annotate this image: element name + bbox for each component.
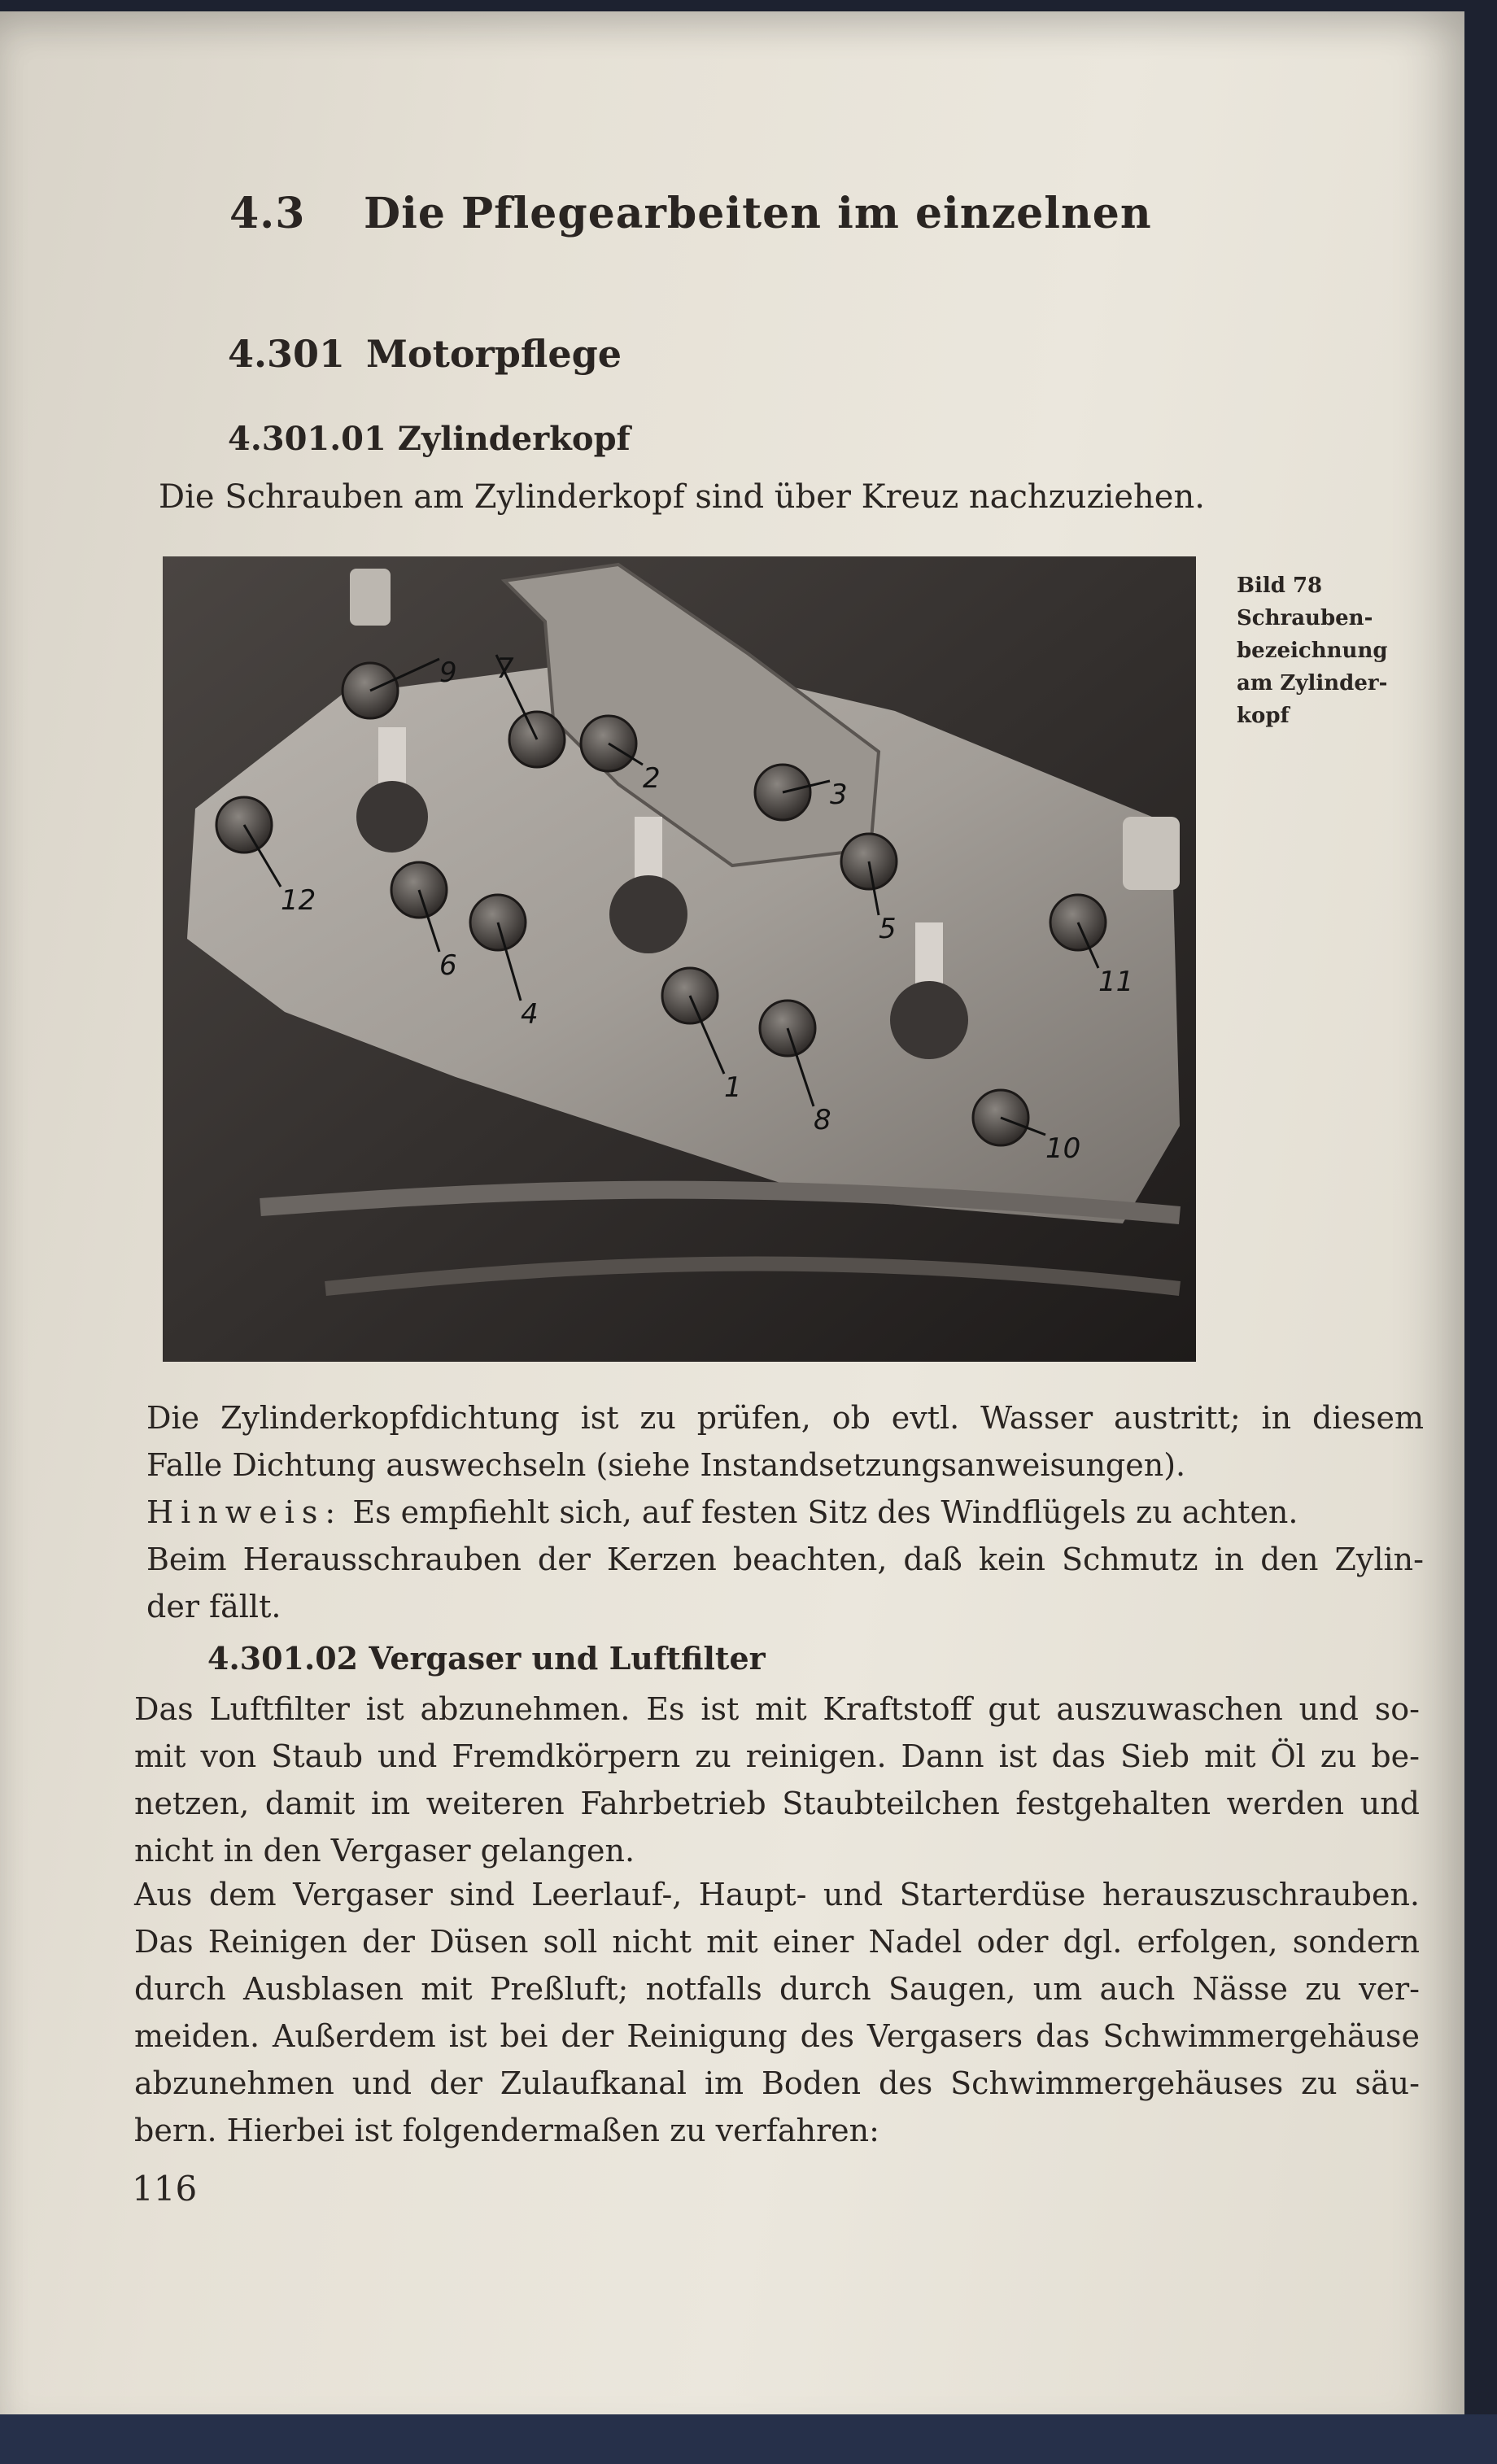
- section-title: Die Pflegearbeiten im einzelnen: [364, 189, 1152, 238]
- caption-line: kopf: [1237, 704, 1290, 728]
- text-line: Das Reinigen der Düsen soll nicht mit einer Nadel oder dgl. erfolgen, sondern: [134, 1924, 1420, 1960]
- bolt-label: 1: [724, 1071, 742, 1104]
- section-number: 4.3: [229, 189, 306, 238]
- caption-line: bezeichnung: [1237, 639, 1388, 663]
- subsection-heading: [228, 332, 622, 376]
- text-line: meiden. Außerdem ist bei der Reinigung des Vergasers das Schwimmergehäuse: [134, 2018, 1420, 2054]
- caption-line: Schrauben-: [1237, 606, 1373, 630]
- text-line: Beim Herausschrauben der Kerzen beachten, daß kein Schmutz in den Zylin-: [146, 1542, 1424, 1577]
- text-line: Die Zylinderkopfdichtung ist zu prüfen, ob evtl. Wasser austritt; in diesem: [146, 1400, 1424, 1436]
- text-line: Das Luftfilter ist abzunehmen. Es ist mit Kraftstoff gut auszuwaschen und so-: [134, 1691, 1420, 1727]
- figure-caption: [1237, 569, 1432, 732]
- paragraph-air-filter: [134, 1686, 1420, 1874]
- intro-text: Die Schrauben am Zylinderkopf sind über Kreuz nachzuziehen.: [159, 478, 1205, 516]
- paragraph-gasket: [146, 1394, 1424, 1630]
- text-line: netzen, damit im weiteren Fahrbetrieb Staubteilchen festgehalten werden und: [134, 1786, 1420, 1821]
- text-line: Falle Dichtung auswechseln (siehe Instandsetzungsanweisungen).: [146, 1447, 1186, 1483]
- book-binding-edge: [0, 2414, 1497, 2464]
- section-heading: [229, 189, 1152, 238]
- cylinder-head-illustration: [163, 556, 1196, 1362]
- text-line: nicht in den Vergaser gelangen.: [134, 1833, 635, 1869]
- caption-line: am Zylinder-: [1237, 671, 1388, 696]
- paragraph-carburetor: [134, 1871, 1420, 2154]
- hint-text: Es empfiehlt sich, auf festen Sitz des Windflügels zu achten.: [352, 1494, 1298, 1530]
- hint-label: Hinweis:: [146, 1494, 343, 1530]
- coolant-cap: [1123, 817, 1180, 890]
- bolt-label: 12: [281, 884, 316, 917]
- bolt-label: 3: [830, 778, 848, 811]
- subsection-number: 4.301: [228, 332, 346, 376]
- text-line: abzunehmen und der Zulaufkanal im Boden des Schwimmergehäuses zu säu-: [134, 2065, 1420, 2101]
- bolt-label: 9: [439, 656, 457, 689]
- book-page: [0, 11, 1464, 2444]
- bolt-label: 7: [496, 652, 514, 685]
- bolt-label: 4: [521, 998, 539, 1031]
- text-line: Aus dem Vergaser sind Leerlauf-, Haupt- und Starterdüse herauszuschrauben.: [134, 1877, 1420, 1912]
- page-number: 116: [132, 2169, 198, 2209]
- text-line: der fällt.: [146, 1589, 282, 1624]
- subsubsection2-heading: 4.301.02 Vergaser und Luftfilter: [207, 1640, 766, 1677]
- text-line: durch Ausblasen mit Preßluft; notfalls durch Saugen, um auch Nässe zu ver-: [134, 1971, 1420, 2007]
- cylinder-head-photo: [163, 556, 1196, 1362]
- subsection-title: Motorpflege: [366, 332, 622, 376]
- bolt-label: 10: [1045, 1132, 1081, 1165]
- bolt-label: 8: [814, 1104, 831, 1136]
- text-line: bern. Hierbei ist folgendermaßen zu verfahren:: [134, 2113, 879, 2148]
- subsubsection-heading: 4.301.01 Zylinderkopf: [228, 420, 631, 458]
- bolt-label: 6: [439, 949, 457, 982]
- bolt-label: 2: [643, 762, 661, 795]
- caption-line: Bild 78: [1237, 573, 1323, 598]
- bolt-label: 5: [879, 913, 897, 945]
- hint-line: [146, 1489, 1424, 1536]
- bolt-label: 11: [1098, 966, 1134, 998]
- top-fitting: [350, 569, 391, 626]
- text-line: mit von Staub und Fremdkörpern zu reinigen. Dann ist das Sieb mit Öl zu be-: [134, 1738, 1420, 1774]
